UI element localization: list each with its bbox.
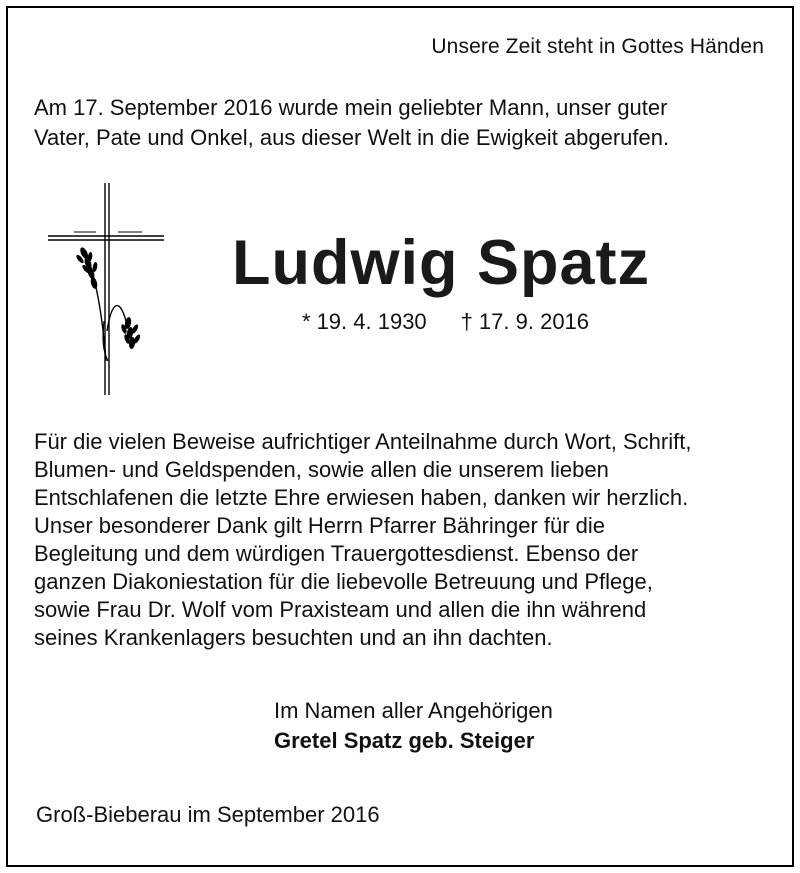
thanks-line: seines Krankenlagers besuchten und an ihn dachten. xyxy=(34,625,553,650)
thanks-line: sowie Frau Dr. Wolf vom Praxisteam und allen die ihn während xyxy=(34,597,647,622)
thanks-line: Blumen- und Geldspenden, sowie allen die unserem lieben xyxy=(34,457,609,482)
thanks-line: ganzen Diakoniestation für die liebevolle Betreuung und Pflege, xyxy=(34,569,653,594)
signature-block xyxy=(274,696,553,756)
cross-with-wheat-icon xyxy=(46,181,168,402)
deceased-name: Ludwig Spatz xyxy=(232,228,650,298)
thanks-line: Begleitung und dem würdigen Trauergottesdienst. Ebenso der xyxy=(34,541,639,566)
intro-line: Am 17. September 2016 wurde mein geliebter Mann, unser guter xyxy=(34,95,668,120)
intro-line: Vater, Pate und Onkel, aus dieser Welt in die Ewigkeit abgerufen. xyxy=(34,125,670,150)
birth-date: 19. 4. 1930 xyxy=(316,309,427,334)
thanks-line: Entschlafenen die letzte Ehre erwiesen haben, danken wir herzlich. xyxy=(34,485,689,510)
birth-symbol: * xyxy=(302,309,311,334)
life-dates xyxy=(302,309,589,335)
thanks-line: Unser besonderer Dank gilt Herrn Pfarrer Bähringer für die xyxy=(34,513,606,538)
intro-text xyxy=(34,93,774,153)
place-date: Groß-Bieberau im September 2016 xyxy=(36,802,380,827)
death-date: 17. 9. 2016 xyxy=(478,309,590,334)
thanks-text xyxy=(34,428,784,652)
death-symbol: † xyxy=(460,309,473,334)
obituary-notice xyxy=(6,6,794,867)
thanks-line: Für die vielen Beweise aufrichtiger Anteilnahme durch Wort, Schrift, xyxy=(34,429,692,454)
motto: Unsere Zeit steht in Gottes Händen xyxy=(431,35,764,58)
signature-line: Im Namen aller Angehörigen xyxy=(274,698,553,723)
signature-name: Gretel Spatz geb. Steiger xyxy=(274,728,535,753)
